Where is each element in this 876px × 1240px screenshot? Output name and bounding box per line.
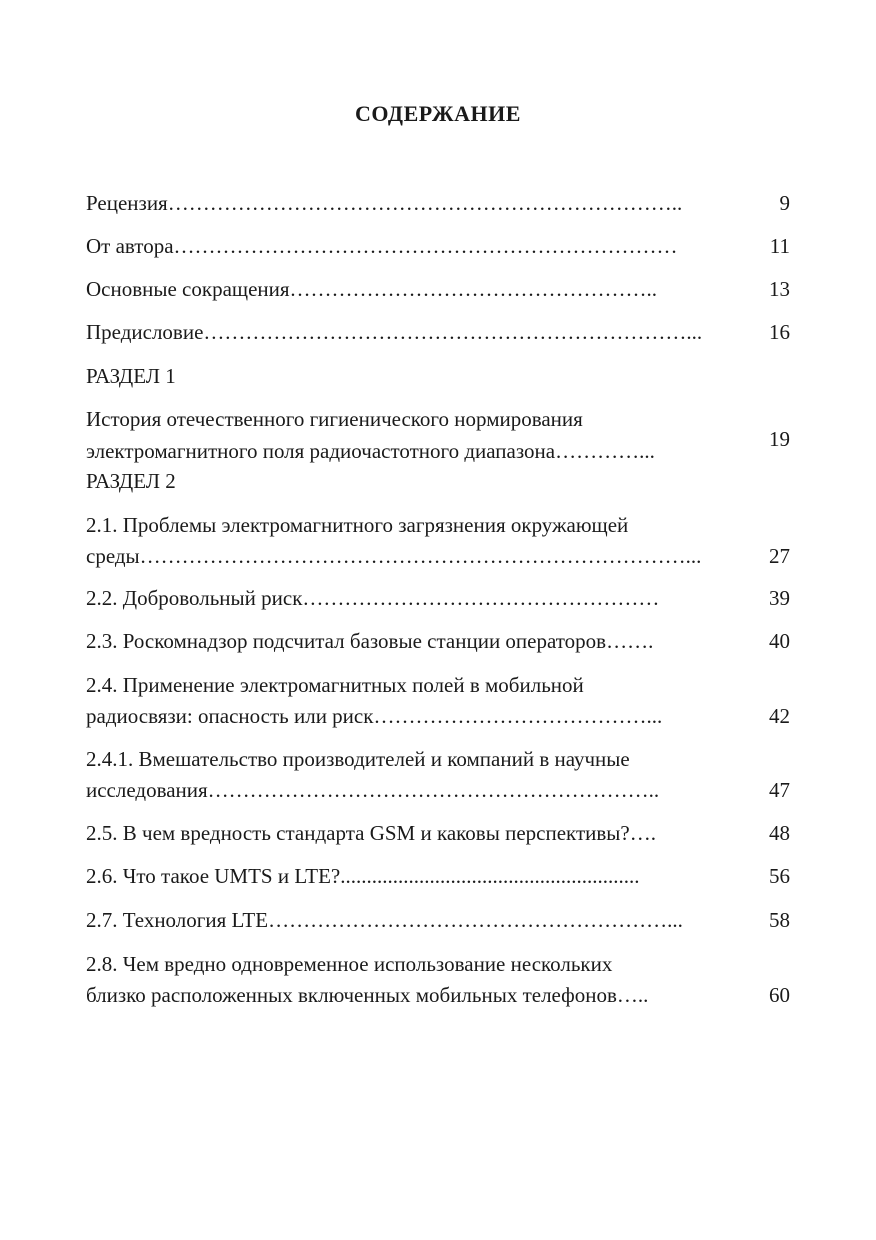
section-heading: РАЗДЕЛ 2	[86, 469, 176, 493]
toc-entry-title: 2.4.1. Вмешательство производителей и компаний в научные	[86, 747, 630, 771]
toc-entry-title: 2.1. Проблемы электромагнитного загрязнения окружающей	[86, 513, 629, 537]
toc-entry-title-continued: исследования………………………………………………………..	[86, 778, 660, 802]
toc-entry-title: 2.6. Что такое UMTS и LTE?.........................................................	[86, 864, 640, 888]
toc-page-number: 47	[769, 778, 790, 802]
section-heading: РАЗДЕЛ 1	[86, 364, 176, 388]
toc-entry-title: 2.8. Чем вредно одновременное использование нескольких	[86, 952, 613, 976]
toc-page-number: 11	[769, 234, 790, 258]
toc-entry-title: 2.7. Технология LTE…………………………………………………...	[86, 908, 683, 932]
toc-entry-title: Предисловие……………………………………………………………...	[86, 320, 703, 344]
toc-entry-title: Рецензия………………………………………………………………..	[86, 191, 683, 215]
toc-page-number: 60	[769, 983, 790, 1007]
toc-page-number: 40	[769, 629, 790, 653]
toc-entry-title: 2.2. Добровольный риск……………………………………………	[86, 586, 660, 610]
toc-entry-title-continued: среды……………………………………………………………………...	[86, 544, 702, 568]
toc-entry-title: 2.5. В чем вредность стандарта GSM и каковы перспективы?….	[86, 821, 656, 845]
toc-page-number: 27	[769, 544, 790, 568]
toc-entry-title: История отечественного гигиенического нормирования	[86, 407, 583, 431]
toc-entry-title: От автора………………………………………………………………	[86, 234, 678, 258]
toc-entry-title: 2.3. Роскомнадзор подсчитал базовые станции операторов…….	[86, 629, 654, 653]
toc-page-number: 48	[769, 821, 790, 845]
toc-entry-title: Основные сокращения……………………………………………..	[86, 277, 658, 301]
toc-entry-title-continued: близко расположенных включенных мобильных телефонов…..	[86, 983, 649, 1007]
toc-page-number: 42	[769, 704, 790, 728]
page-title: СОДЕРЖАНИЕ	[355, 101, 521, 126]
toc-page-number: 9	[779, 191, 790, 215]
toc-entry-title-continued: радиосвязи: опасность или риск…………………………………...	[86, 704, 663, 728]
toc-page-number: 58	[769, 908, 790, 932]
toc-entry-title-continued: электромагнитного поля радиочастотного диапазона…………...	[86, 439, 655, 463]
toc-entry-title: 2.4. Применение электромагнитных полей в мобильной	[86, 673, 584, 697]
toc-page-number: 56	[769, 864, 790, 888]
toc-page-number: 19	[769, 427, 790, 451]
toc-page-number: 16	[769, 320, 790, 344]
toc-page-number: 39	[769, 586, 790, 610]
toc-page-number: 13	[769, 277, 790, 301]
